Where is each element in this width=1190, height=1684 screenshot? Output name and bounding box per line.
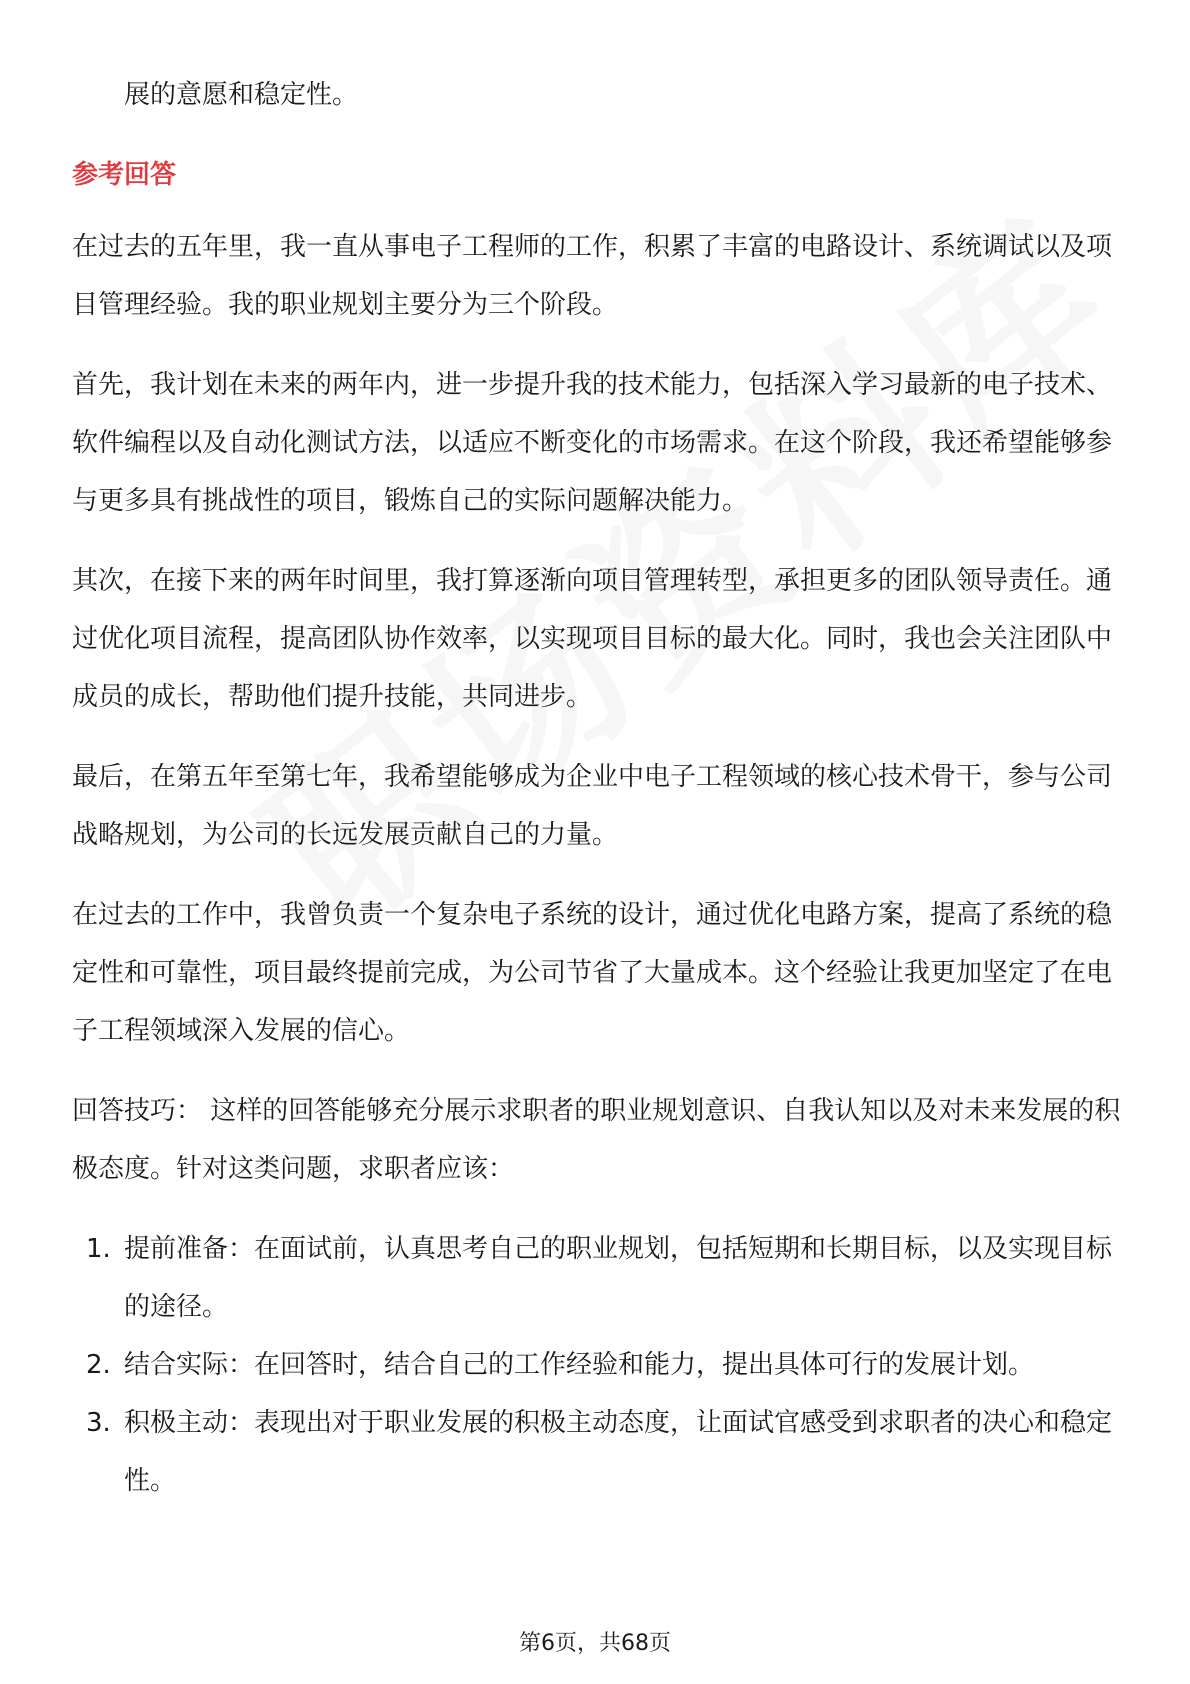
document-content <box>72 66 1122 1510</box>
list-item-text: 结合实际：在回答时，结合自己的工作经验和能力，提出具体可行的发展计划。 <box>124 1350 1035 1380</box>
tips-list <box>72 1220 1122 1510</box>
list-item <box>72 1394 1122 1510</box>
page-footer: 第6页，共68页 <box>519 1631 671 1656</box>
section-heading: 参考回答 <box>72 160 177 190</box>
intro-tail: 展的意愿和稳定性。 <box>124 80 359 110</box>
list-item <box>72 1220 1122 1336</box>
list-item-text: 积极主动：表现出对于职业发展的积极主动态度，让面试官感受到求职者的决心和稳定性。 <box>124 1408 1113 1496</box>
paragraph-1: 在过去的五年里，我一直从事电子工程师的工作，积累了丰富的电路设计、系统调试以及项目管理经验。我的职业规划主要分为三个阶段。 <box>72 232 1113 320</box>
paragraph-4: 最后，在第五年至第七年，我希望能够成为企业中电子工程领域的核心技术骨干，参与公司战略规划，为公司的长远发展贡献自己的力量。 <box>72 762 1113 850</box>
list-item <box>72 1336 1122 1394</box>
paragraph-tips-intro: 回答技巧： 这样的回答能够充分展示求职者的职业规划意识、自我认知以及对未来发展的积极态度。针对这类问题，求职者应该： <box>72 1096 1121 1184</box>
list-item-number: 2. <box>86 1350 111 1380</box>
list-item-number: 1. <box>86 1234 111 1264</box>
paragraph-2: 首先，我计划在未来的两年内，进一步提升我的技术能力，包括深入学习最新的电子技术、软件编程以及自动化测试方法，以适应不断变化的市场需求。在这个阶段，我还希望能够参与更多具有挑战性的项目，锻炼自己的实际问题解决能力。 <box>72 370 1113 516</box>
list-item-number: 3. <box>86 1408 111 1438</box>
paragraph-5: 在过去的工作中，我曾负责一个复杂电子系统的设计，通过优化电路方案，提高了系统的稳定性和可靠性，项目最终提前完成，为公司节省了大量成本。这个经验让我更加坚定了在电子工程领域深入发展的信心。 <box>72 900 1113 1046</box>
list-item-text: 提前准备：在面试前，认真思考自己的职业规划，包括短期和长期目标，以及实现目标的途径。 <box>124 1234 1113 1322</box>
paragraph-3: 其次，在接下来的两年时间里，我打算逐渐向项目管理转型，承担更多的团队领导责任。通过优化项目流程，提高团队协作效率，以实现项目目标的最大化。同时，我也会关注团队中成员的成长，帮助他们提升技能，共同进步。 <box>72 566 1113 712</box>
